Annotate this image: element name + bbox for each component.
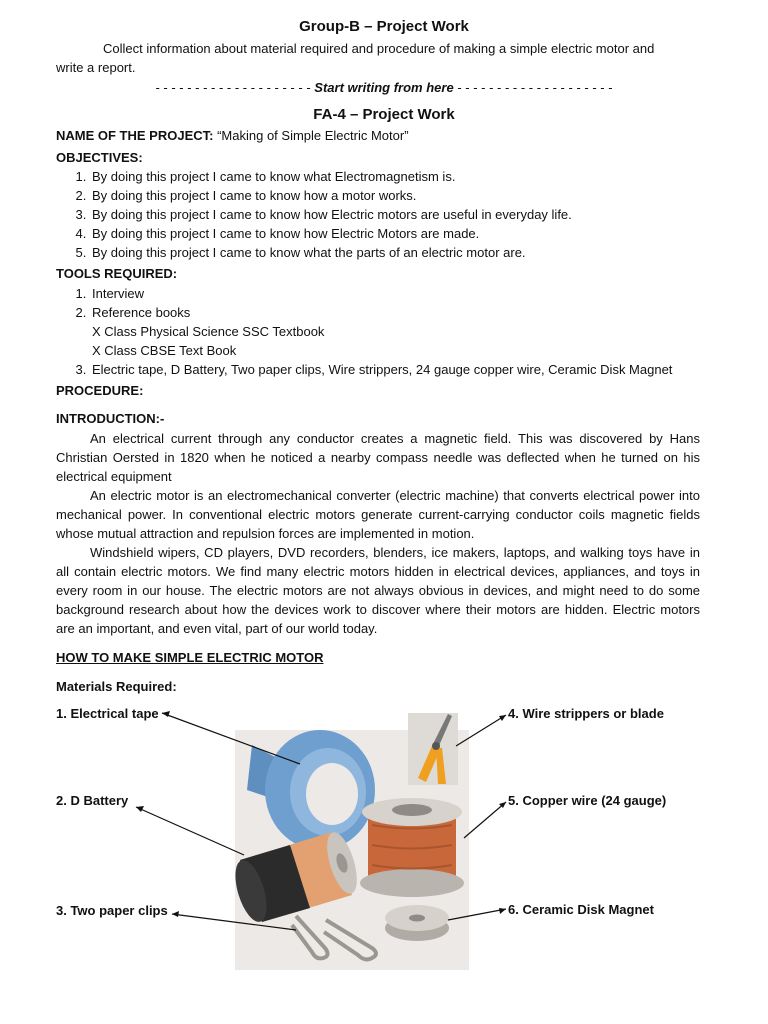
group-title: Group-B – Project Work	[299, 18, 469, 35]
tools-sub-item: X Class CBSE Text Book	[92, 343, 237, 358]
list-item: 5. By doing this project I came to know what the parts of an electric motor are.	[90, 243, 572, 262]
wire-strippers-image	[408, 713, 458, 785]
dashes-left: - - - - - - - - - - - - - - - - - - - -	[155, 80, 311, 95]
label-ceramic-magnet: 6. Ceramic Disk Magnet	[508, 902, 654, 917]
list-item: 3. Electric tape, D Battery, Two paper clips, Wire strippers, 24 gauge copper wire, Ceramic Disk Magnet	[90, 360, 672, 379]
fa-title: FA-4 – Project Work	[313, 106, 455, 123]
label-paper-clips: 3. Two paper clips	[56, 903, 168, 918]
tools-heading: TOOLS REQUIRED:	[56, 266, 178, 281]
start-writing-text: Start writing from here	[314, 80, 454, 95]
project-name-label: NAME OF THE PROJECT:	[56, 128, 214, 143]
project-name-value: “Making of Simple Electric Motor”	[217, 128, 409, 143]
copper-spool-image	[360, 798, 464, 897]
instruction-line-2: write a report.	[56, 60, 136, 75]
procedure-heading: PROCEDURE:	[56, 383, 144, 398]
intro-paragraph-1-text: An electrical current through any conductor creates a magnetic field. This was discovered by Hans Christian Oersted in 1820 when he noticed a nearby compass needle was deflected when he turned on his electrical equipment	[56, 431, 700, 484]
introduction-heading: INTRODUCTION:-	[56, 411, 165, 426]
tools-item-reference: Reference books	[92, 305, 191, 320]
list-item: 3. By doing this project I came to know how Electric motors are useful in everyday life.	[90, 205, 572, 224]
list-item: 4. By doing this project I came to know how Electric Motors are made.	[90, 224, 572, 243]
leader-line-battery	[136, 807, 244, 855]
materials-heading: Materials Required:	[56, 679, 177, 694]
list-item: 1. Interview	[90, 284, 672, 303]
list-item: 1. By doing this project I came to know what Electromagnetism is.	[90, 167, 572, 186]
label-electrical-tape: 1. Electrical tape	[56, 706, 159, 721]
label-wire-strippers: 4. Wire strippers or blade	[508, 706, 664, 721]
howto-heading: HOW TO MAKE SIMPLE ELECTRIC MOTOR	[56, 650, 324, 665]
ceramic-magnet-image	[385, 905, 449, 941]
label-d-battery: 2. D Battery	[56, 793, 129, 808]
leader-line-copper	[464, 802, 506, 838]
objectives-heading: OBJECTIVES:	[56, 150, 143, 165]
intro-paragraph-2-text: An electric motor is an electromechanical converter (electric machine) that converts electrical power into mechanical power. In conventional electric motors generate current-carrying conductor coils magnetic fields whose mutual attraction and repulsion forces are implemented in motion.	[56, 488, 700, 541]
tools-sub-item: X Class Physical Science SSC Textbook	[92, 324, 325, 339]
intro-paragraph-3-text: Windshield wipers, CD players, DVD recorders, blenders, ice makers, laptops, and walking toys have in all contain electric motors. We find many electric motors hidden in electrical devices, appliances, and toys in every room in our house. The electric motors are not always obvious in devices, and might need to do some background research about how the devices work to discover where their motors are hidden. Electric motors are an important, and even vital, part of our world today.	[56, 545, 700, 636]
label-copper-wire: 5. Copper wire (24 gauge)	[508, 793, 667, 808]
dashes-right: - - - - - - - - - - - - - - - - - - - -	[457, 80, 613, 95]
list-item: 2. By doing this project I came to know how a motor works.	[90, 186, 572, 205]
instruction-line-1: Collect information about material required and procedure of making a simple electric motor and	[103, 41, 655, 56]
